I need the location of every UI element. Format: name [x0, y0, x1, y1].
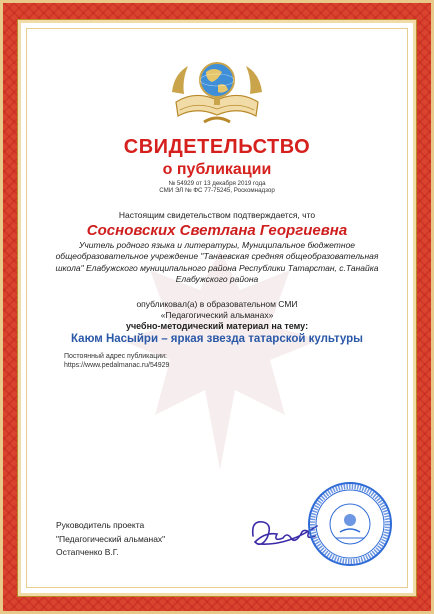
globe-book-emblem-icon	[170, 52, 264, 134]
publication-topic: Каюм Насыйри – яркая звезда татарской культуры	[71, 333, 363, 345]
registration-line: СМИ ЭЛ № ФС 77-75245, Роскомнадзор	[159, 187, 275, 194]
confirm-text: Настоящим свидетельством подтверждается, что	[118, 210, 316, 220]
published-line-1: опубликовал(а) в образовательном СМИ	[136, 299, 298, 309]
permalink-link[interactable]: https://www.pedalmanac.ru/54929	[64, 362, 170, 369]
certificate-number: № 54929 от 13 декабря 2019 года	[168, 180, 266, 187]
stamp-seal-icon	[306, 480, 394, 568]
permalink-label: Постоянный адрес публикации:	[64, 353, 168, 360]
footer-project: "Педагогический альманах"	[56, 534, 166, 544]
published-line-2: «Педагогический альманах»	[160, 310, 274, 320]
certificate-subtitle: о публикации	[162, 161, 272, 178]
footer-role: Руководитель проекта	[56, 520, 145, 530]
footer-signer: Остапченко В.Г.	[56, 547, 119, 557]
certificate-title: СВИДЕТЕЛЬСТВО	[123, 136, 311, 158]
recipient-description: Учитель родного языка и литературы, Муниципальное бюджетное общеобразовательное учреждение "Танаевская средняя общеобразовательная школа" Елабужского муниципального района Республики Татарстан, с.Танайка Елабужского района	[55, 240, 379, 285]
material-type: учебно-методический материал на тему:	[125, 321, 309, 331]
recipient-name: Сосновских Светлана Георгиевна	[86, 222, 348, 239]
